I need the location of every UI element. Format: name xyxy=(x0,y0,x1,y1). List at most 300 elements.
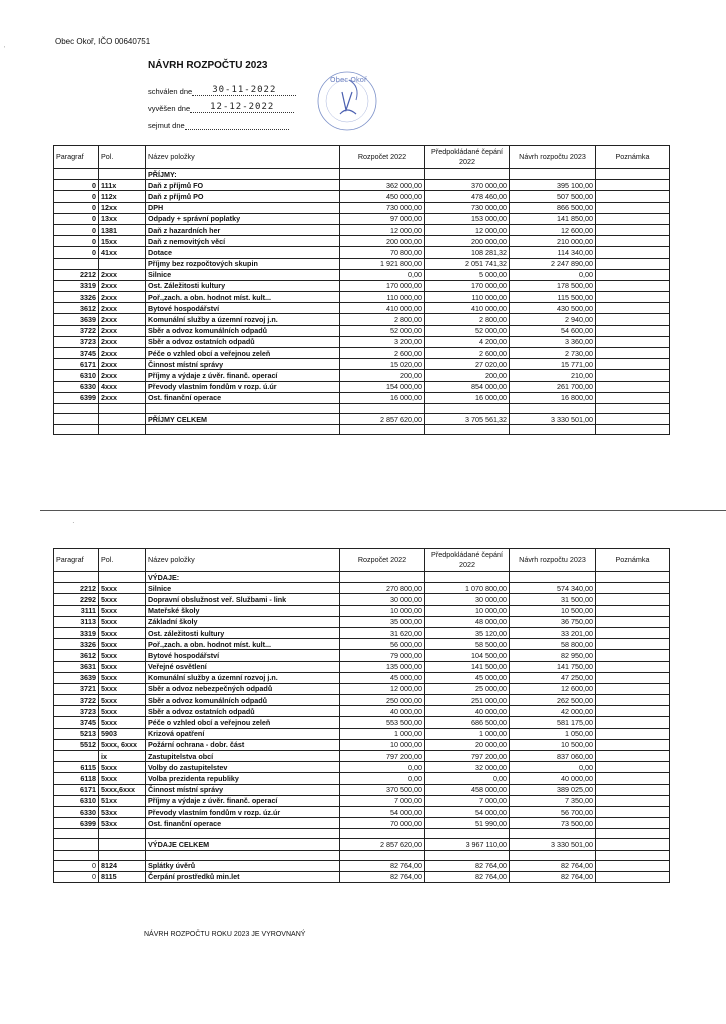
cell-rozpocet: 410 000,00 xyxy=(340,303,425,314)
blank-row xyxy=(54,425,670,435)
cell-poznamka xyxy=(596,683,670,694)
cell-nazev: Péče o vzhled obcí a veřejnou zeleň xyxy=(146,717,340,728)
cell-predpokladane: 12 000,00 xyxy=(425,224,510,235)
cell-predpokladane: 141 500,00 xyxy=(425,661,510,672)
cell-navrh: 12 600,00 xyxy=(510,224,596,235)
cell-poznamka xyxy=(596,314,670,325)
cell-rozpocet: 97 000,00 xyxy=(340,213,425,224)
cell-pol: 2xxx xyxy=(99,314,146,325)
cell-pol: 5xxx xyxy=(99,605,146,616)
cell-poznamka xyxy=(596,348,670,359)
cell-pol: 2xxx xyxy=(99,280,146,291)
cell-poznamka xyxy=(596,236,670,247)
cell-nazev: Příjmy a výdaje z úvěr. finanč. operací xyxy=(146,795,340,806)
cell-nazev: Převody vlastním fondům v rozp. úz.úr xyxy=(146,806,340,817)
meta-removed xyxy=(148,120,289,130)
cell-predpokladane: 82 764,00 xyxy=(425,871,510,882)
table-row xyxy=(54,739,670,750)
cell-poznamka xyxy=(596,661,670,672)
cell-pol: 15xx xyxy=(99,236,146,247)
cell-paragraf: 6310 xyxy=(54,370,99,381)
table-row xyxy=(54,706,670,717)
cell-pol: 5xxx xyxy=(99,616,146,627)
expense-table xyxy=(53,548,670,883)
cell-rozpocet: 10 000,00 xyxy=(340,739,425,750)
table-row xyxy=(54,336,670,347)
cell-predpokladane: 7 000,00 xyxy=(425,795,510,806)
scan-speck: · xyxy=(72,518,75,527)
cell-navrh: 115 500,00 xyxy=(510,292,596,303)
cell-paragraf: 3319 xyxy=(54,627,99,638)
cell-predpokladane: 54 000,00 xyxy=(425,806,510,817)
cell-empty xyxy=(146,829,340,839)
cell-predpokladane: 45 000,00 xyxy=(425,672,510,683)
cell-pol: 5903 xyxy=(99,728,146,739)
cell-predpokladane: 10 000,00 xyxy=(425,605,510,616)
cell-poznamka xyxy=(596,392,670,403)
cell-navrh: 33 201,00 xyxy=(510,627,596,638)
cell-nazev: Odpady + správní poplatky xyxy=(146,213,340,224)
cell-pol: 4xxx xyxy=(99,381,146,392)
cell-poznamka xyxy=(596,695,670,706)
table-row xyxy=(54,672,670,683)
table-row xyxy=(54,381,670,392)
cell-poznamka xyxy=(596,202,670,213)
cell-pol: 8115 xyxy=(99,871,146,882)
cell-predpokladane: 478 460,00 xyxy=(425,191,510,202)
cell-navrh: 40 000,00 xyxy=(510,773,596,784)
cell-navrh: 73 500,00 xyxy=(510,818,596,829)
cell-nazev: Krizová opatření xyxy=(146,728,340,739)
cell-paragraf: 2212 xyxy=(54,269,99,280)
cell-navrh: 16 800,00 xyxy=(510,392,596,403)
cell-navrh: 10 500,00 xyxy=(510,739,596,750)
cell-nazev: Sběr a odvoz nebezpečných odpadů xyxy=(146,683,340,694)
cell-poznamka xyxy=(596,871,670,882)
cell-pol: 5xxx xyxy=(99,773,146,784)
cell-empty xyxy=(99,425,146,435)
cell-nazev: Splátky úvěrů xyxy=(146,860,340,871)
col-pol: Pol. xyxy=(99,549,146,572)
cell-rozpocet: 270 800,00 xyxy=(340,583,425,594)
cell-paragraf: 3319 xyxy=(54,280,99,291)
section-label: PŘÍJMY: xyxy=(146,169,340,180)
cell-pol: 2xxx xyxy=(99,392,146,403)
table-row xyxy=(54,616,670,627)
cell-predpokladane: 4 200,00 xyxy=(425,336,510,347)
cell-poznamka xyxy=(596,728,670,739)
cell-nazev: Daň z příjmů FO xyxy=(146,180,340,191)
section-row xyxy=(54,169,670,180)
cell-navrh: 210,00 xyxy=(510,370,596,381)
cell-paragraf: 3745 xyxy=(54,717,99,728)
table-row xyxy=(54,728,670,739)
cell-pol: 5xxx xyxy=(99,583,146,594)
table-row xyxy=(54,795,670,806)
cell-empty xyxy=(596,403,670,413)
cell-rozpocet: 30 000,00 xyxy=(340,594,425,605)
cell-navrh: 2 247 890,00 xyxy=(510,258,596,269)
document-title: NÁVRH ROZPOČTU 2023 xyxy=(148,60,268,71)
cell-nazev: Volby do zastupitelstev xyxy=(146,762,340,773)
cell-nazev: Sběr a odvoz komunálních odpadů xyxy=(146,325,340,336)
cell-poznamka xyxy=(596,706,670,717)
cell-navrh: 82 764,00 xyxy=(510,860,596,871)
cell-predpokladane: 797 200,00 xyxy=(425,751,510,762)
col-predpokladane: Předpokládané čepání 2022 xyxy=(425,146,510,169)
cell-paragraf: 3722 xyxy=(54,695,99,706)
cell-predpokladane: 5 000,00 xyxy=(425,269,510,280)
table-row xyxy=(54,325,670,336)
cell-poznamka xyxy=(596,717,670,728)
cell-poznamka xyxy=(596,336,670,347)
cell-pol: 5xxx xyxy=(99,650,146,661)
cell-nazev: Činnost místní správy xyxy=(146,784,340,795)
cell-paragraf: 6115 xyxy=(54,762,99,773)
cell-pol: 2xxx xyxy=(99,370,146,381)
cell-navrh: 581 175,00 xyxy=(510,717,596,728)
page-divider xyxy=(40,510,726,511)
cell-nazev: Zastupitelstva obcí xyxy=(146,751,340,762)
financing-row xyxy=(54,871,670,882)
cell-poznamka xyxy=(596,325,670,336)
cell-navrh: 178 500,00 xyxy=(510,280,596,291)
cell-navrh: 0,00 xyxy=(510,269,596,280)
cell-predpokladane: 2 800,00 xyxy=(425,314,510,325)
cell-poznamka xyxy=(596,650,670,661)
cell-nazev: Základní školy xyxy=(146,616,340,627)
table-header-row xyxy=(54,549,670,572)
cell-poznamka xyxy=(596,762,670,773)
cell-empty xyxy=(99,403,146,413)
cell-rozpocet: 10 000,00 xyxy=(340,605,425,616)
cell-navrh: 42 000,00 xyxy=(510,706,596,717)
table-row xyxy=(54,650,670,661)
meta-approved xyxy=(148,86,296,96)
cell-poznamka xyxy=(596,583,670,594)
cell-rozpocet: 250 000,00 xyxy=(340,695,425,706)
cell-nazev: Dotace xyxy=(146,247,340,258)
table-row xyxy=(54,292,670,303)
cell-pol: 5xxx xyxy=(99,683,146,694)
cell-rozpocet: 110 000,00 xyxy=(340,292,425,303)
cell-poznamka xyxy=(596,672,670,683)
cell-nazev: Ost. finanční operace xyxy=(146,818,340,829)
cell-paragraf: 6330 xyxy=(54,381,99,392)
cell-paragraf: 0 xyxy=(54,224,99,235)
cell-navrh: 2 730,00 xyxy=(510,348,596,359)
cell-rozpocet: 730 000,00 xyxy=(340,202,425,213)
cell-paragraf: 6330 xyxy=(54,806,99,817)
cell-navrh: 262 500,00 xyxy=(510,695,596,706)
cell-rozpocet: 2 857 620,00 xyxy=(340,413,425,424)
cell-poznamka xyxy=(596,594,670,605)
cell-predpokladane: 153 000,00 xyxy=(425,213,510,224)
cell-pol: 5xxx xyxy=(99,639,146,650)
cell-nazev: Silnice xyxy=(146,583,340,594)
cell-predpokladane: 1 000,00 xyxy=(425,728,510,739)
revenue-table xyxy=(53,145,670,435)
cell-predpokladane: 3 705 561,32 xyxy=(425,413,510,424)
cell-predpokladane: 40 000,00 xyxy=(425,706,510,717)
cell-predpokladane: 48 000,00 xyxy=(425,616,510,627)
cell-empty xyxy=(146,850,340,860)
cell-paragraf xyxy=(54,751,99,762)
cell-paragraf: 3326 xyxy=(54,639,99,650)
cell-navrh: 141 750,00 xyxy=(510,661,596,672)
table-row xyxy=(54,605,670,616)
cell-pol: 41xx xyxy=(99,247,146,258)
cell-rozpocet: 54 000,00 xyxy=(340,806,425,817)
table-row xyxy=(54,303,670,314)
cell-poznamka xyxy=(596,639,670,650)
cell-pol: 2xxx xyxy=(99,348,146,359)
cell-predpokladane: 52 000,00 xyxy=(425,325,510,336)
cell-pol: 8124 xyxy=(99,860,146,871)
table-row xyxy=(54,661,670,672)
cell-rozpocet: 450 000,00 xyxy=(340,191,425,202)
cell-nazev: Péče o vzhled obcí a veřejnou zeleň xyxy=(146,348,340,359)
table-row xyxy=(54,695,670,706)
blank-row xyxy=(54,403,670,413)
cell-navrh: 56 700,00 xyxy=(510,806,596,817)
cell-predpokladane: 58 500,00 xyxy=(425,639,510,650)
cell-paragraf: 3631 xyxy=(54,661,99,672)
table-row xyxy=(54,751,670,762)
cell-pol: ix xyxy=(99,751,146,762)
cell-poznamka xyxy=(596,180,670,191)
cell-pol: 2xxx xyxy=(99,325,146,336)
cell-rozpocet: 45 000,00 xyxy=(340,672,425,683)
cell-paragraf: 6399 xyxy=(54,818,99,829)
cell-predpokladane: 30 000,00 xyxy=(425,594,510,605)
cell-poznamka xyxy=(596,818,670,829)
cell-nazev: Komunální služby a územní rozvoj j.n. xyxy=(146,672,340,683)
cell-empty xyxy=(596,425,670,435)
cell-navrh: 10 500,00 xyxy=(510,605,596,616)
cell-paragraf: 3723 xyxy=(54,336,99,347)
cell-predpokladane: 458 000,00 xyxy=(425,784,510,795)
cell-poznamka xyxy=(596,269,670,280)
cell-empty xyxy=(425,850,510,860)
cell-empty xyxy=(54,850,99,860)
cell-rozpocet: 7 000,00 xyxy=(340,795,425,806)
cell-navrh: 15 771,00 xyxy=(510,359,596,370)
table-row xyxy=(54,594,670,605)
cell-navrh: 82 950,00 xyxy=(510,650,596,661)
cell-navrh: 2 940,00 xyxy=(510,314,596,325)
cell-pol: 5xxx,6xxx xyxy=(99,784,146,795)
cell-pol: 5xxx xyxy=(99,594,146,605)
cell-paragraf: 3639 xyxy=(54,672,99,683)
table-row xyxy=(54,762,670,773)
cell-pol: 2xxx xyxy=(99,303,146,314)
cell-pol: 12xx xyxy=(99,202,146,213)
cell-paragraf: 0 xyxy=(54,202,99,213)
cell-predpokladane: 35 120,00 xyxy=(425,627,510,638)
col-rozpocet: Rozpočet 2022 xyxy=(340,146,425,169)
cell-rozpocet: 135 000,00 xyxy=(340,661,425,672)
cell-paragraf: 2212 xyxy=(54,583,99,594)
cell-pol: 53xx xyxy=(99,806,146,817)
cell-poznamka xyxy=(596,806,670,817)
cell-paragraf: 0 xyxy=(54,191,99,202)
cell-pol: 2xxx xyxy=(99,292,146,303)
cell-predpokladane: 854 000,00 xyxy=(425,381,510,392)
cell-navrh: 31 500,00 xyxy=(510,594,596,605)
cell-empty xyxy=(99,829,146,839)
cell-paragraf: 0 xyxy=(54,860,99,871)
cell-navrh: 54 600,00 xyxy=(510,325,596,336)
cell-nazev: VÝDAJE CELKEM xyxy=(146,839,340,850)
cell-empty xyxy=(510,425,596,435)
cell-paragraf: 6310 xyxy=(54,795,99,806)
cell-rozpocet: 35 000,00 xyxy=(340,616,425,627)
cell-rozpocet: 79 000,00 xyxy=(340,650,425,661)
cell-pol: 5xxx xyxy=(99,706,146,717)
cell-paragraf: 6399 xyxy=(54,392,99,403)
cell-predpokladane: 2 600,00 xyxy=(425,348,510,359)
cell-rozpocet: 200,00 xyxy=(340,370,425,381)
cell-paragraf: 5213 xyxy=(54,728,99,739)
cell-nazev: PŘÍJMY CELKEM xyxy=(146,413,340,424)
cell-navrh: 36 750,00 xyxy=(510,616,596,627)
cell-paragraf: 3721 xyxy=(54,683,99,694)
cell-navrh: 3 330 501,00 xyxy=(510,413,596,424)
cell-nazev: Daň z hazardních her xyxy=(146,224,340,235)
cell-poznamka xyxy=(596,751,670,762)
cell-empty xyxy=(340,425,425,435)
cell-rozpocet: 553 500,00 xyxy=(340,717,425,728)
cell-poznamka xyxy=(596,795,670,806)
cell-empty xyxy=(510,403,596,413)
cell-rozpocet: 70 000,00 xyxy=(340,818,425,829)
cell-navrh: 574 340,00 xyxy=(510,583,596,594)
cell-poznamka xyxy=(596,616,670,627)
meta-label: vyvěšen dne xyxy=(148,104,191,113)
cell-rozpocet: 1 921 800,00 xyxy=(340,258,425,269)
cell-navrh: 1 050,00 xyxy=(510,728,596,739)
cell-rozpocet: 82 764,00 xyxy=(340,871,425,882)
cell-navrh: 47 250,00 xyxy=(510,672,596,683)
cell-paragraf: 3612 xyxy=(54,650,99,661)
table-row xyxy=(54,717,670,728)
cell-paragraf: 3111 xyxy=(54,605,99,616)
cell-nazev: Daň z nemovitých věcí xyxy=(146,236,340,247)
cell-rozpocet: 2 800,00 xyxy=(340,314,425,325)
cell-nazev: Volba prezidenta republiky xyxy=(146,773,340,784)
col-navrh: Návrh rozpočtu 2023 xyxy=(510,146,596,169)
official-stamp xyxy=(316,70,378,132)
cell-predpokladane: 16 000,00 xyxy=(425,392,510,403)
cell-navrh: 0,00 xyxy=(510,762,596,773)
cell-rozpocet: 200 000,00 xyxy=(340,236,425,247)
table-row xyxy=(54,818,670,829)
cell-empty xyxy=(510,829,596,839)
cell-predpokladane: 2 051 741,32 xyxy=(425,258,510,269)
cell-paragraf: 6171 xyxy=(54,784,99,795)
cell-rozpocet: 56 000,00 xyxy=(340,639,425,650)
cell-empty xyxy=(146,403,340,413)
cell-rozpocet: 12 000,00 xyxy=(340,683,425,694)
cell-empty xyxy=(340,829,425,839)
cell-navrh: 12 600,00 xyxy=(510,683,596,694)
cell-rozpocet: 15 020,00 xyxy=(340,359,425,370)
cell-pol: 111x xyxy=(99,180,146,191)
cell-rozpocet: 3 200,00 xyxy=(340,336,425,347)
cell-navrh: 3 360,00 xyxy=(510,336,596,347)
cell-pol: 5xxx xyxy=(99,661,146,672)
cell-navrh: 507 500,00 xyxy=(510,191,596,202)
cell-rozpocet: 52 000,00 xyxy=(340,325,425,336)
cell-pol: 1381 xyxy=(99,224,146,235)
table-row xyxy=(54,583,670,594)
cell-nazev: Dopravní obslužnost veř. Službami - link xyxy=(146,594,340,605)
cell-predpokladane: 104 500,00 xyxy=(425,650,510,661)
cell-paragraf: 3612 xyxy=(54,303,99,314)
cell-predpokladane: 0,00 xyxy=(425,773,510,784)
cell-paragraf: 2292 xyxy=(54,594,99,605)
cell-rozpocet: 82 764,00 xyxy=(340,860,425,871)
cell-poznamka xyxy=(596,773,670,784)
financing-row xyxy=(54,860,670,871)
cell-predpokladane: 51 990,00 xyxy=(425,818,510,829)
cell-nazev: Čerpání prostředků min.let xyxy=(146,871,340,882)
table-header-row xyxy=(54,146,670,169)
cell-pol: 5xxx, 6xxx xyxy=(99,739,146,750)
handwritten-date: 30-11-2022 xyxy=(212,85,277,95)
cell-paragraf: 6171 xyxy=(54,359,99,370)
cell-paragraf: 6118 xyxy=(54,773,99,784)
cell-nazev: Komunální služby a územní rozvoj j.n. xyxy=(146,314,340,325)
cell-predpokladane: 686 500,00 xyxy=(425,717,510,728)
cell-navrh: 395 100,00 xyxy=(510,180,596,191)
blank-row xyxy=(54,829,670,839)
table-row xyxy=(54,314,670,325)
col-navrh: Návrh rozpočtu 2023 xyxy=(510,549,596,572)
cell-paragraf: 3639 xyxy=(54,314,99,325)
cell-paragraf: 0 xyxy=(54,236,99,247)
section-row xyxy=(54,572,670,583)
cell-pol xyxy=(99,258,146,269)
table-row xyxy=(54,180,670,191)
table-row xyxy=(54,683,670,694)
cell-pol: 5xxx xyxy=(99,695,146,706)
cell-navrh: 3 330 501,00 xyxy=(510,839,596,850)
col-nazev: Název položky xyxy=(146,146,340,169)
cell-empty xyxy=(54,829,99,839)
cell-navrh: 389 025,00 xyxy=(510,784,596,795)
cell-poznamka xyxy=(596,739,670,750)
cell-empty xyxy=(510,850,596,860)
cell-predpokladane: 370 000,00 xyxy=(425,180,510,191)
cell-predpokladane: 251 000,00 xyxy=(425,695,510,706)
cell-empty xyxy=(425,403,510,413)
cell-paragraf: 3723 xyxy=(54,706,99,717)
cell-nazev: Ost. záležitosti kultury xyxy=(146,627,340,638)
cell-rozpocet: 70 800,00 xyxy=(340,247,425,258)
col-predpokladane: Předpokládané čepání 2022 xyxy=(425,549,510,572)
table-row xyxy=(54,392,670,403)
table-row xyxy=(54,258,670,269)
cell-rozpocet: 1 000,00 xyxy=(340,728,425,739)
cell-empty xyxy=(54,425,99,435)
cell-poznamka xyxy=(596,224,670,235)
cell-nazev: Sběr a odvoz ostatních odpadů xyxy=(146,336,340,347)
cell-nazev: Bytové hospodářství xyxy=(146,650,340,661)
cell-predpokladane: 110 000,00 xyxy=(425,292,510,303)
cell-poznamka xyxy=(596,839,670,850)
